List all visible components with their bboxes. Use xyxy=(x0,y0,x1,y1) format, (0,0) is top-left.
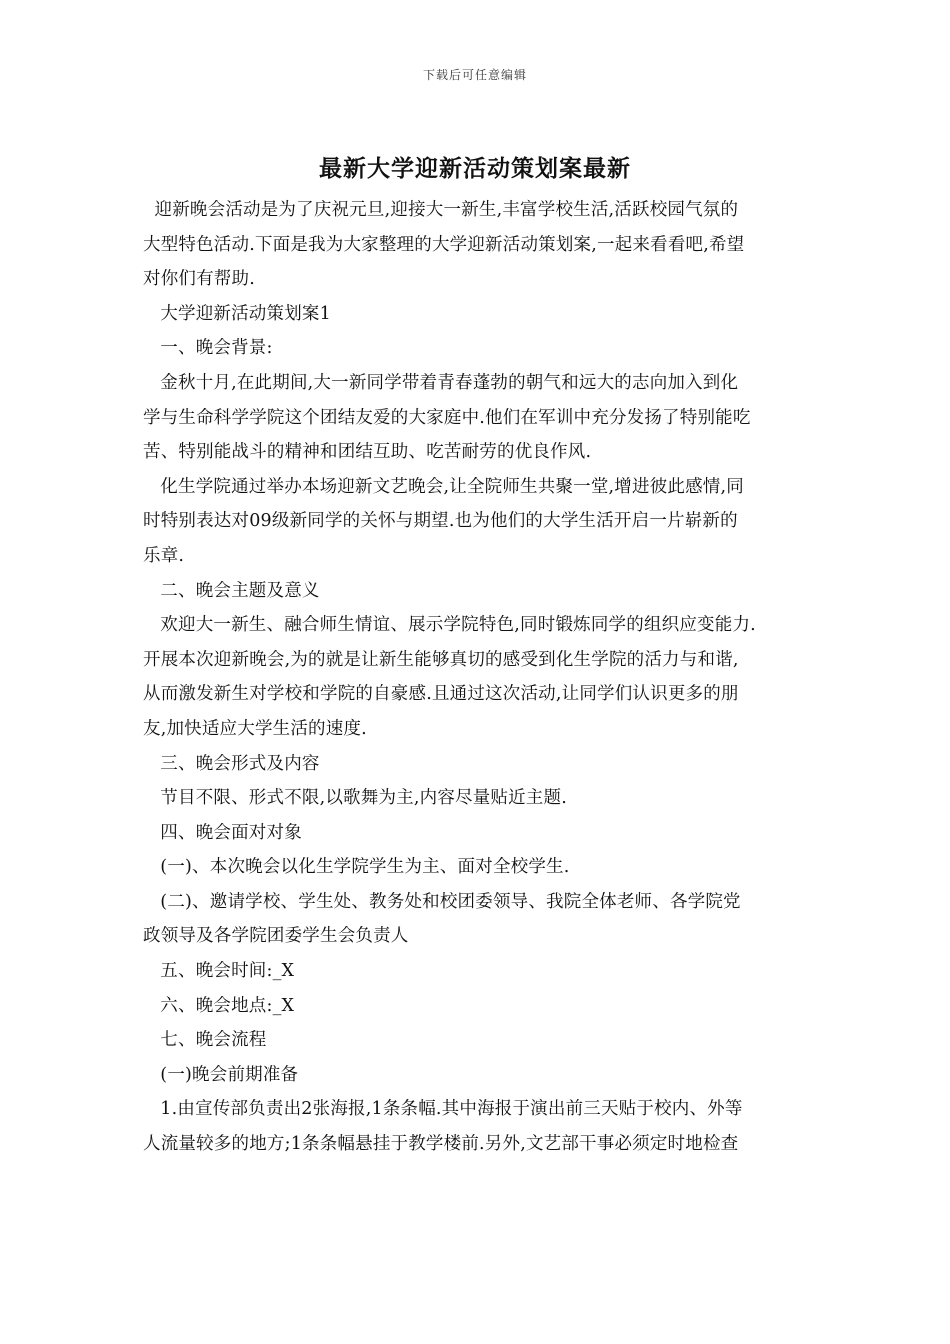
header-note: 下载后可任意编辑 xyxy=(422,68,527,82)
text-line: 四、晚会面对对象 xyxy=(143,822,302,843)
text-line: 对你们有帮助. xyxy=(143,269,255,290)
text-line: 人流量较多的地方;1条条幅悬挂于教学楼前.另外,文艺部干事必须定时地检查 xyxy=(143,1134,739,1155)
text-line: 开展本次迎新晚会,为的就是让新生能够真切的感受到化生学院的活力与和谐, xyxy=(143,649,739,670)
text-line: 从而激发新生对学校和学院的自豪感.且通过这次活动,让同学们认识更多的朋 xyxy=(143,684,739,705)
text-line: 六、晚会地点:_X xyxy=(143,995,295,1016)
text-line: 化生学院通过举办本场迎新文艺晚会,让全院师生共聚一堂,增进彼此感情,同 xyxy=(143,476,744,497)
text-line: (二)、邀请学校、学生处、教务处和校团委领导、我院全体老师、各学院党 xyxy=(143,891,741,912)
text-line: 乐章. xyxy=(143,545,185,566)
text-line: 欢迎大一新生、融合师生情谊、展示学院特色,同时锻炼同学的组织应变能力. xyxy=(143,615,756,636)
text-line: 时特别表达对09级新同学的关怀与期望.也为他们的大学生活开启一片崭新的 xyxy=(143,511,738,532)
text-line: 大型特色活动.下面是我为大家整理的大学迎新活动策划案,一起来看看吧,希望 xyxy=(143,234,745,255)
text-line: 学与生命科学学院这个团结友爱的大家庭中.他们在军训中充分发扬了特别能吃 xyxy=(143,407,751,428)
text-line: 三、晚会形式及内容 xyxy=(143,753,320,774)
text-line: 二、晚会主题及意义 xyxy=(143,580,320,601)
text-line: 1.由宣传部负责出2张海报,1条条幅.其中海报于演出前三天贴于校内、外等 xyxy=(143,1099,743,1120)
text-line: 友,加快适应大学生活的速度. xyxy=(143,718,367,739)
text-line: 政领导及各学院团委学生会负责人 xyxy=(143,926,409,947)
text-line: (一)晚会前期准备 xyxy=(143,1064,299,1085)
text-line: 五、晚会时间:_X xyxy=(143,961,295,982)
text-line: 一、晚会背景: xyxy=(143,338,273,359)
text-line: 苦、特别能战斗的精神和团结互助、吃苦耐劳的优良作风. xyxy=(143,442,592,463)
document-body xyxy=(143,193,811,1162)
document-title: 最新大学迎新活动策划案最新 xyxy=(319,155,631,182)
text-line: 迎新晚会活动是为了庆祝元旦,迎接大一新生,丰富学校生活,活跃校园气氛的 xyxy=(143,200,739,220)
text-line: (一)、本次晚会以化生学院学生为主、面对全校学生. xyxy=(143,857,570,878)
text-line: 节目不限、形式不限,以歌舞为主,内容尽量贴近主题. xyxy=(143,788,567,809)
text-line: 大学迎新活动策划案1 xyxy=(143,303,331,324)
text-line: 七、晚会流程 xyxy=(143,1030,267,1051)
text-line: 金秋十月,在此期间,大一新同学带着青春蓬勃的朝气和远大的志向加入到化 xyxy=(143,372,739,393)
